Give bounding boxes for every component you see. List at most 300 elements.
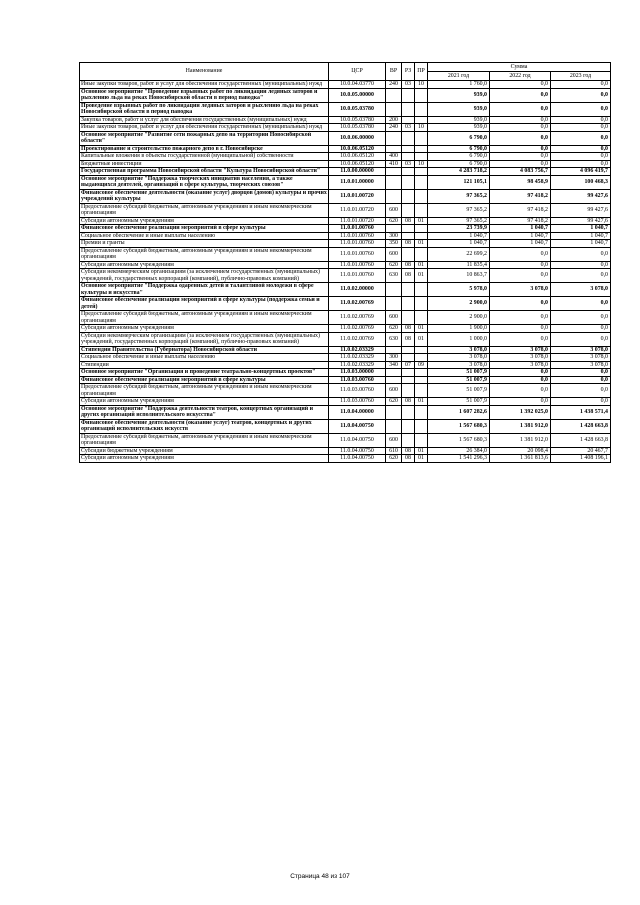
cell-rz [402,116,415,124]
cell-csr: 11.0.01.00760 [329,247,386,261]
cell-name: Основное мероприятие "Поддержка творческих инициатив населения, а также выдающихся деятелей, организаций в сфере культуры, творческих союзов" [80,175,329,189]
cell-rz: 08 [402,261,415,269]
cell-vr: 300 [386,354,402,362]
cell-sum-2023: 0,0 [551,332,611,346]
table-row [80,240,611,248]
cell-vr [386,102,402,116]
cell-pr: 01 [415,325,428,333]
cell-rz: 08 [402,455,415,463]
cell-sum-2022: 0,0 [490,153,551,161]
cell-sum-2022: 0,0 [490,124,551,132]
cell-vr: 600 [386,247,402,261]
cell-csr: 11.0.02.00769 [329,325,386,333]
table-row [80,405,611,419]
cell-rz: 08 [402,269,415,283]
cell-rz [402,189,415,203]
table-row [80,447,611,455]
table-row [80,369,611,377]
table-row [80,261,611,269]
cell-sum-2021: 2 900,0 [428,297,490,311]
cell-sum-2022: 0,0 [490,81,551,89]
cell-rz [402,376,415,384]
cell-sum-2021: 26 384,0 [428,447,490,455]
cell-name: Социальное обеспечение и иные выплаты населению [80,354,329,362]
cell-sum-2021: 6 790,0 [428,131,490,145]
cell-sum-2021: 2 900,0 [428,311,490,325]
cell-pr [415,376,428,384]
cell-sum-2023: 99 427,6 [551,189,611,203]
table-row [80,217,611,225]
cell-sum-2022: 0,0 [490,311,551,325]
cell-rz: 08 [402,217,415,225]
cell-rz [402,384,415,398]
cell-sum-2022: 0,0 [490,398,551,406]
cell-csr: 11.0.04.00750 [329,419,386,433]
cell-sum-2023: 0,0 [551,247,611,261]
cell-sum-2022: 1 381 912,0 [490,433,551,447]
table-row [80,145,611,153]
cell-pr [415,145,428,153]
page-number: Страница 48 из 107 [290,873,350,880]
cell-sum-2023: 0,0 [551,160,611,168]
cell-csr: 11.0.03.00000 [329,369,386,377]
cell-sum-2021: 22 699,2 [428,247,490,261]
cell-csr: 11.0.02.00769 [329,311,386,325]
cell-sum-2023: 0,0 [551,145,611,153]
cell-rz [402,346,415,354]
cell-rz [402,433,415,447]
cell-sum-2023: 3 078,0 [551,283,611,297]
cell-sum-2022: 0,0 [490,384,551,398]
cell-rz [402,168,415,176]
cell-sum-2021: 23 739,9 [428,225,490,233]
cell-vr: 630 [386,269,402,283]
cell-pr: 01 [415,240,428,248]
table-body [80,81,611,463]
cell-vr: 620 [386,217,402,225]
cell-sum-2021: 6 790,0 [428,153,490,161]
cell-sum-2021: 51 007,9 [428,398,490,406]
cell-pr: 01 [415,269,428,283]
cell-sum-2022: 97 418,2 [490,217,551,225]
cell-vr: 600 [386,311,402,325]
cell-sum-2022: 0,0 [490,325,551,333]
cell-sum-2021: 1 607 282,6 [428,405,490,419]
cell-sum-2022: 0,0 [490,297,551,311]
cell-sum-2023: 0,0 [551,311,611,325]
cell-sum-2021: 10 863,7 [428,269,490,283]
cell-csr: 10.0.06.05120 [329,153,386,161]
table-row [80,376,611,384]
cell-sum-2021: 51 007,9 [428,384,490,398]
cell-csr: 11.0.01.00720 [329,203,386,217]
table-row [80,81,611,89]
cell-csr: 10.0.06.05120 [329,160,386,168]
cell-rz [402,297,415,311]
cell-pr [415,433,428,447]
cell-name: Закупка товаров, работ и услуг для обеспечения государственных (муниципальных) нужд [80,116,329,124]
cell-sum-2022: 0,0 [490,160,551,168]
cell-vr: 620 [386,398,402,406]
table-row [80,325,611,333]
cell-sum-2023: 0,0 [551,88,611,102]
cell-pr [415,189,428,203]
cell-sum-2022: 0,0 [490,145,551,153]
cell-sum-2023: 0,0 [551,81,611,89]
cell-sum-2021: 1 040,7 [428,232,490,240]
cell-vr: 240 [386,81,402,89]
col-header-csr: ЦСР [329,63,386,81]
table-row [80,332,611,346]
cell-name: Основное мероприятие "Организация и проведение театрально-концертных проектов" [80,369,329,377]
cell-csr: 11.0.01.00760 [329,232,386,240]
cell-vr: 610 [386,447,402,455]
table-row [80,311,611,325]
cell-name: Предоставление субсидий бюджетным, автономным учреждениям и иным некоммерческим организациям [80,203,329,217]
cell-name: Субсидии автономным учреждениям [80,325,329,333]
cell-name: Иные закупки товаров, работ и услуг для обеспечения государственных (муниципальных) нужд [80,124,329,132]
cell-sum-2021: 3 078,0 [428,354,490,362]
cell-pr: 01 [415,398,428,406]
cell-sum-2023: 1 438 571,4 [551,405,611,419]
cell-sum-2023: 20 467,7 [551,447,611,455]
cell-sum-2021: 6 790,0 [428,145,490,153]
budget-table-sheet [79,62,610,463]
col-header-vr: ВР [386,63,402,81]
cell-name: Субсидии автономным учреждениям [80,261,329,269]
cell-name: Финансовое обеспечение реализации мероприятий в сфере культуры [80,225,329,233]
cell-sum-2021: 939,0 [428,88,490,102]
cell-pr [415,175,428,189]
table-row [80,175,611,189]
cell-vr [386,405,402,419]
cell-rz [402,369,415,377]
cell-sum-2022: 1 361 813,6 [490,455,551,463]
cell-rz [402,283,415,297]
cell-sum-2021: 1 000,0 [428,332,490,346]
cell-vr: 300 [386,232,402,240]
cell-pr: 01 [415,217,428,225]
cell-name: Субсидии автономным учреждениям [80,217,329,225]
cell-vr: 600 [386,384,402,398]
cell-sum-2022: 0,0 [490,369,551,377]
cell-pr [415,297,428,311]
cell-rz: 08 [402,325,415,333]
cell-pr: 10 [415,160,428,168]
cell-pr: 10 [415,81,428,89]
table-row [80,102,611,116]
table-row [80,384,611,398]
cell-sum-2021: 1 567 680,3 [428,419,490,433]
table-row [80,283,611,297]
cell-sum-2023: 1 408 196,1 [551,455,611,463]
cell-vr [386,369,402,377]
cell-pr [415,354,428,362]
cell-pr [415,247,428,261]
cell-csr: 11.0.01.00760 [329,269,386,283]
cell-pr [415,405,428,419]
cell-sum-2021: 97 365,2 [428,189,490,203]
table-row [80,361,611,369]
cell-name: Предоставление субсидий бюджетным, автономным учреждениям и иным некоммерческим организациям [80,433,329,447]
cell-sum-2023: 0,0 [551,297,611,311]
table-row [80,189,611,203]
cell-rz: 03 [402,124,415,132]
cell-sum-2023: 3 078,0 [551,354,611,362]
cell-sum-2023: 1 040,7 [551,232,611,240]
cell-name: Государственная программа Новосибирской области "Культура Новосибирской области" [80,168,329,176]
cell-pr: 01 [415,261,428,269]
table-row [80,297,611,311]
cell-sum-2022: 3 078,0 [490,346,551,354]
cell-csr: 10.0.05.03780 [329,102,386,116]
cell-name: Предоставление субсидий бюджетным, автономным учреждениям и иным некоммерческим организациям [80,247,329,261]
cell-sum-2022: 3 078,0 [490,361,551,369]
table-row [80,455,611,463]
cell-sum-2023: 0,0 [551,376,611,384]
cell-vr [386,189,402,203]
cell-pr [415,153,428,161]
cell-vr [386,376,402,384]
cell-name: Субсидии автономным учреждениям [80,398,329,406]
cell-sum-2023: 3 078,0 [551,346,611,354]
cell-sum-2023: 4 096 419,7 [551,168,611,176]
cell-pr: 10 [415,124,428,132]
cell-vr: 600 [386,203,402,217]
cell-vr: 620 [386,455,402,463]
cell-sum-2023: 0,0 [551,131,611,145]
cell-sum-2023: 0,0 [551,116,611,124]
cell-name: Социальное обеспечение и иные выплаты населению [80,232,329,240]
col-header-2022: 2022 год [490,72,551,81]
cell-vr [386,168,402,176]
cell-rz: 08 [402,240,415,248]
table-row [80,88,611,102]
cell-rz [402,354,415,362]
cell-rz [402,232,415,240]
col-header-2021: 2021 год [428,72,490,81]
cell-csr: 10.0.05.00000 [329,88,386,102]
col-header-rz: РЗ [402,63,415,81]
cell-csr: 10.0.06.05120 [329,145,386,153]
cell-pr [415,232,428,240]
cell-rz [402,419,415,433]
table-row [80,203,611,217]
table-row [80,225,611,233]
cell-vr: 400 [386,153,402,161]
cell-pr [415,102,428,116]
cell-name: Предоставление субсидий бюджетным, автономным учреждениям и иным некоммерческим организациям [80,384,329,398]
cell-sum-2022: 4 083 756,7 [490,168,551,176]
table-row [80,346,611,354]
cell-sum-2022: 1 392 025,0 [490,405,551,419]
col-header-2023: 2023 год [551,72,611,81]
cell-sum-2023: 1 428 663,8 [551,433,611,447]
cell-sum-2023: 100 468,3 [551,175,611,189]
table-row [80,116,611,124]
cell-pr [415,225,428,233]
cell-rz [402,225,415,233]
cell-sum-2022: 0,0 [490,102,551,116]
cell-vr: 620 [386,325,402,333]
cell-rz [402,145,415,153]
cell-sum-2022: 0,0 [490,247,551,261]
cell-sum-2023: 1 040,7 [551,240,611,248]
cell-sum-2023: 0,0 [551,398,611,406]
cell-rz: 08 [402,332,415,346]
col-header-sum: Сумма [428,63,611,72]
cell-sum-2021: 1 541 296,3 [428,455,490,463]
cell-pr [415,311,428,325]
cell-pr [415,384,428,398]
cell-sum-2022: 1 040,7 [490,232,551,240]
cell-csr: 11.0.02.00769 [329,332,386,346]
cell-csr: 11.0.02.03329 [329,354,386,362]
cell-sum-2023: 0,0 [551,369,611,377]
cell-sum-2023: 0,0 [551,325,611,333]
cell-sum-2023: 1 040,7 [551,225,611,233]
cell-sum-2023: 0,0 [551,261,611,269]
cell-csr: 11.0.03.00760 [329,384,386,398]
cell-sum-2023: 0,0 [551,124,611,132]
table-row [80,153,611,161]
cell-sum-2022: 1 040,7 [490,240,551,248]
cell-name: Стипендии Правительства (Губернатора) Новосибирской области [80,346,329,354]
cell-vr [386,346,402,354]
cell-sum-2021: 51 007,9 [428,369,490,377]
cell-rz [402,405,415,419]
cell-sum-2021: 97 365,2 [428,203,490,217]
cell-sum-2021: 6 790,0 [428,160,490,168]
cell-sum-2023: 0,0 [551,269,611,283]
cell-sum-2023: 0,0 [551,384,611,398]
cell-csr: 11.0.03.00760 [329,398,386,406]
cell-sum-2022: 0,0 [490,376,551,384]
cell-name: Субсидии бюджетным учреждениям [80,447,329,455]
cell-pr [415,88,428,102]
cell-rz [402,247,415,261]
table-row [80,354,611,362]
table-row [80,124,611,132]
cell-pr: 09 [415,361,428,369]
cell-csr: 10.0.05.03780 [329,116,386,124]
cell-sum-2022: 3 078,0 [490,354,551,362]
table-row [80,160,611,168]
cell-sum-2022: 0,0 [490,332,551,346]
cell-pr [415,203,428,217]
cell-rz: 03 [402,160,415,168]
cell-vr: 340 [386,361,402,369]
cell-sum-2022: 3 078,0 [490,283,551,297]
cell-name: Основное мероприятие "Поддержка деятельности театров, концертных организаций и других организаций исполнительского искусства" [80,405,329,419]
cell-pr [415,283,428,297]
cell-name: Проектирование и строительство пожарного депо в г. Новосибирске [80,145,329,153]
cell-pr: 01 [415,455,428,463]
cell-rz [402,88,415,102]
cell-vr [386,131,402,145]
cell-vr: 410 [386,160,402,168]
cell-sum-2022: 0,0 [490,269,551,283]
table-row [80,433,611,447]
cell-sum-2023: 99 427,6 [551,217,611,225]
col-header-pr: ПР [415,63,428,81]
cell-rz [402,102,415,116]
cell-sum-2021: 1 040,7 [428,240,490,248]
cell-sum-2021: 11 835,4 [428,261,490,269]
cell-sum-2021: 5 978,0 [428,283,490,297]
cell-vr [386,419,402,433]
cell-name: Проведение взрывных работ по ликвидации ледяных заторов и рыхлению льда на реках Новосибирской области в период паводка [80,102,329,116]
cell-name: Субсидии автономным учреждениям [80,455,329,463]
cell-sum-2022: 20 098,4 [490,447,551,455]
cell-name: Основное мероприятие "Проведение взрывных работ по ликвидации ледяных заторов и рыхлению льда на реках Новосибирской области в период паводка" [80,88,329,102]
cell-pr [415,346,428,354]
cell-name: Бюджетные инвестиции [80,160,329,168]
cell-csr: 11.0.01.00760 [329,261,386,269]
table-row [80,269,611,283]
cell-pr: 01 [415,332,428,346]
cell-vr [386,297,402,311]
cell-vr: 200 [386,116,402,124]
cell-sum-2021: 939,0 [428,124,490,132]
cell-sum-2022: 0,0 [490,131,551,145]
cell-name: Основное мероприятие "Развитие сети пожарных депо на территории Новосибирской области" [80,131,329,145]
cell-sum-2023: 0,0 [551,153,611,161]
cell-rz: 03 [402,81,415,89]
header-row-top [80,63,611,72]
table-row [80,419,611,433]
table-row [80,247,611,261]
cell-sum-2022: 0,0 [490,261,551,269]
cell-pr [415,116,428,124]
cell-name: Капитальные вложения в объекты государственной (муниципальной) собственности [80,153,329,161]
cell-rz [402,311,415,325]
cell-name: Субсидии некоммерческим организациям (за исключением государственных (муниципальных) учреждений, государственных корпораций (компаний), публично-правовых компаний) [80,332,329,346]
cell-sum-2023: 1 428 663,8 [551,419,611,433]
cell-csr: 11.0.01.00760 [329,225,386,233]
cell-sum-2021: 121 105,1 [428,175,490,189]
cell-csr: 11.0.01.00760 [329,240,386,248]
cell-sum-2023: 0,0 [551,102,611,116]
cell-sum-2023: 3 078,0 [551,361,611,369]
cell-rz: 07 [402,361,415,369]
cell-rz [402,153,415,161]
cell-rz: 08 [402,447,415,455]
cell-sum-2022: 0,0 [490,116,551,124]
cell-pr [415,131,428,145]
cell-csr: 11.0.04.00750 [329,447,386,455]
cell-sum-2022: 98 458,9 [490,175,551,189]
cell-sum-2021: 939,0 [428,102,490,116]
cell-rz [402,203,415,217]
cell-name: Финансовое обеспечение деятельности (оказание услуг) театров, концертных и других организаций исполнительских искусств [80,419,329,433]
cell-vr: 630 [386,332,402,346]
cell-sum-2022: 0,0 [490,88,551,102]
cell-name: Финансовое обеспечение реализации мероприятий в сфере культуры (поддержка семьи и детей) [80,297,329,311]
cell-csr: 11.0.01.00720 [329,189,386,203]
cell-vr: 620 [386,261,402,269]
table-row [80,131,611,145]
cell-rz: 08 [402,398,415,406]
cell-csr: 10.0.05.03780 [329,124,386,132]
cell-sum-2022: 97 418,2 [490,189,551,203]
cell-sum-2023: 99 427,6 [551,203,611,217]
cell-name: Предоставление субсидий бюджетным, автономным учреждениям и иным некоммерческим организациям [80,311,329,325]
cell-pr: 01 [415,447,428,455]
cell-sum-2021: 97 365,2 [428,217,490,225]
cell-name: Финансовое обеспечение деятельности (оказание услуг) дворцов (домов) культуры и прочих учреждений культуры [81,189,327,202]
cell-name: Субсидии некоммерческим организациям (за исключением государственных (муниципальных) учреждений, государственных корпораций (компаний), публично-правовых компаний) [80,269,329,283]
